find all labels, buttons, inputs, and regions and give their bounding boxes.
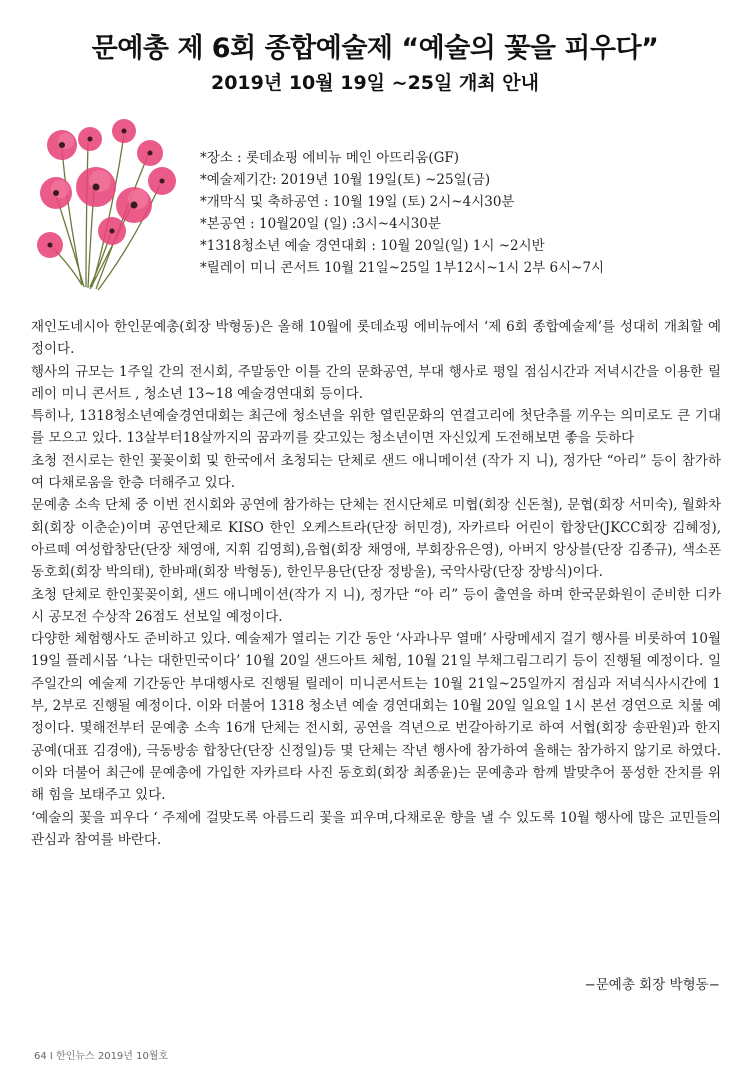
event-youth-contest: *1318청소년 예술 경연대회 : 10월 20일(일) 1시 ~2시반 [200,238,545,254]
paragraph: 초청 단체로 한인꽃꽂이회, 샌드 애니메이션(작가 지 니), 정가단 “아 리” 등이 출연을 하며 한국문화원이 준비한 디카시 공모전 수상작 26점도 선보일 예정이다. [31,586,721,625]
event-opening-ceremony: *개막식 및 축하공연 : 10월 19일 (토) 2시~4시30분 [200,194,515,210]
paragraph: ‘예술의 꽃을 피우다 ‘ 주제에 걸맞도록 아름드리 꽃을 피우며,다채로운 향을 낼 수 있도록 10월 행사에 많은 교민들의 관심과 참여를 바란다. [31,809,721,848]
page-title: 문예총 제 6회 종합예술제 “예술의 꽃을 피우다” [91,33,659,64]
event-main-performance: *본공연 : 10월20일 (일) :3시~4시30분 [200,216,441,232]
paragraph: 행사의 규모는 1주일 간의 전시회, 주말동안 이틀 간의 문화공연, 부대 행사로 평일 점심시간과 저녁시간을 이용한 릴레이 미니 콘서트 , 청소년 13~18 예술경연대회 등이다. [31,363,721,402]
paragraph: 문예총 소속 단체 중 이번 전시회와 공연에 참가하는 단체는 전시단체로 미협(회장 신돈철), 문협(회장 서미숙), 월화차회(회장 이춘순)이며 공연단체로 KISO 한인 오케스트라(단장 허민경), 자카르타 어린이 합창단(JKCC회장 김혜정), 아르떼 여성합창단(단장 채영애, 지휘 김영희),음협(회장 채영애, 부회장유은영), 아버지 앙상블(단장 김종규), 색소폰동호회(회장 박의태), 한바패(회장 박형동), 한인무용단(단장 정방울), 국악사랑(단장 장방식)이다. [31,497,721,581]
event-relay-concert: *릴레이 미니 콘서트 10월 21일~25일 1부12시~1시 2부 6시~7시 [200,260,605,276]
page-subtitle: 2019년 10월 19일 ~25일 개최 안내 [210,72,540,94]
event-info-list [200,147,740,279]
article-body [31,316,721,851]
signature: −문예총 회장 박형동− [584,977,720,993]
page-footer: 64 I 한인뉴스 2019년 10월호 [34,1051,169,1062]
paragraph: 특히나, 1318청소년예술경연대회는 최근에 청소년을 위한 열린문화의 연결고리에 첫단추를 끼우는 의미로도 큰 기대를 모으고 있다. 13살부터18살까지의 꿈과끼를 갖고있는 청소년이면 자신있게 도전해보면 좋을 듯하다 [31,408,721,447]
event-period: *예술제기간: 2019년 10월 19일(토) ~25일(금) [200,172,491,188]
paragraph: 다양한 체험행사도 준비하고 있다. 예술제가 열리는 기간 동안 ‘사과나무 열매’ 사랑메세지 걸기 행사를 비롯하여 10월 19일 플레시몹 ‘나는 대한민국이다’ 10월 20일 샌드아트 체험, 10월 21일 부채그림그리기 등이 진행될 예정이다. 일주일간의 예술제 기간동안 부대행사로 진행될 릴레이 미니콘서트는 10월 21일~25일까지 점심과 저녁식사시간에 1부, 2부로 진행될 예정이다. 이와 더불어 1318 청소년 예술 경연대회는 10월 20일 일요일 1시 본선 경연으로 치룰 예정이다. 몇해전부터 문예총 소속 16개 단체는 전시회, 공연을 격년으로 번갈아하기로 하여 서협(회장 송판원)과 한지공예(대표 김경애), 극동방송 합창단(단장 신정일)등 몇 단체는 작년 행사에 참가하여 올해는 참가하지 않기로 하였다. 이와 더불어 최근에 문예총에 가입한 자카르타 사진 동호회(회장 최종윤)는 문예총과 함께 발맞추어 풍성한 잔치를 위해 힘을 보태주고 있다. [31,631,722,804]
paragraph: 초청 전시로는 한인 꽃꽂이회 및 한국에서 초청되는 단체로 샌드 애니메이션 (작가 지 니), 정가단 “아리” 등이 참가하여 다채로움을 한층 더해주고 있다. [31,452,721,492]
paragraph: 재인도네시아 한인문예총(회장 박형동)은 올해 10월에 롯데쇼핑 에비뉴에서 ‘제 6회 종합예술제’를 성대히 개최할 예정이다. [31,319,721,358]
poppy-flowers-illustration [20,95,200,295]
event-venue: *장소 : 롯데쇼핑 에비뉴 메인 아뜨리움(GF) [200,150,460,166]
